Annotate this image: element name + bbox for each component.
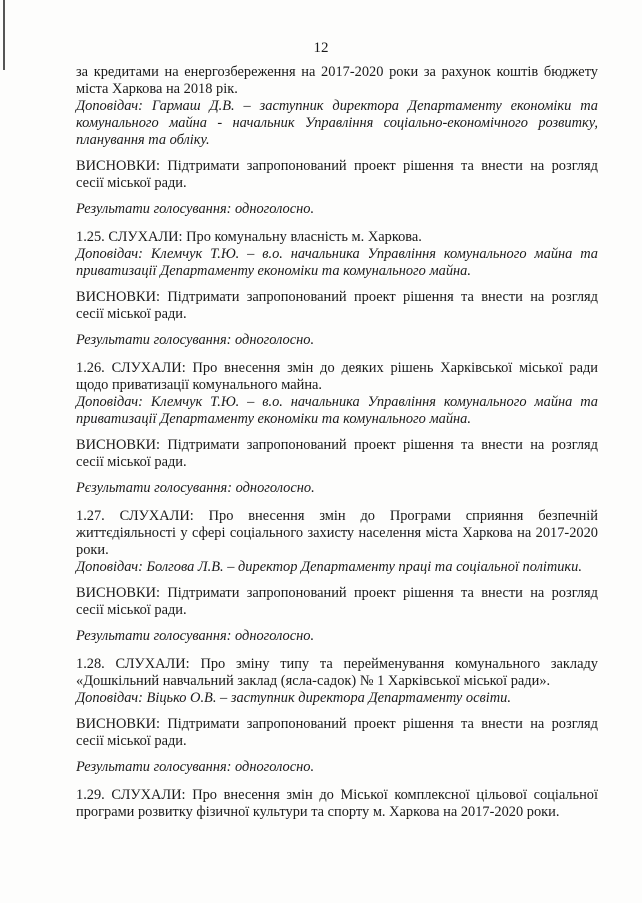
heard-label: СЛУХАЛИ: [115,656,190,672]
document-body [76,64,598,821]
item-1-26-speaker [76,394,598,428]
intro-text: за кредитами на енергозбереження на 2017-2020 роки за рахунок коштів бюджету міста Харкова на 2018 рік. [76,64,598,97]
conclusion-label: ВИСНОВКИ: [76,716,160,732]
speaker-text: Клемчук Т.Ю. – в.о. начальника Управління комунального майна та приватизації Департаменту економіки та комунального майна. [76,394,598,427]
speaker-label: Доповідач: [76,98,143,114]
conclusion-label: ВИСНОВКИ: [76,158,160,174]
conclusion-label: ВИСНОВКИ: [76,289,160,305]
heard-label: СЛУХАЛИ: [111,787,186,803]
intro-speaker [76,98,598,149]
conclusion-text: Підтримати запропонований проект рішення та внести на розгляд сесії міської ради. [76,585,598,618]
heard-text: Про комунальну власність м. Харкова. [186,229,422,245]
speaker-label: Доповідач: [76,559,143,575]
scan-edge-mark [3,0,5,70]
intro-vote: Результати голосування: одноголосно. [76,201,315,217]
speaker-text: Віцько О.В. – заступник директора Департаменту освіти. [146,690,511,706]
item-1-27-speaker [76,559,598,576]
item-1-25-heard [76,229,598,246]
conclusion-text: Підтримати запропонований проект рішення та внести на розгляд сесії міської ради. [76,437,598,470]
speaker-label: Доповідач: [76,394,143,410]
item-number: 1.25. [76,229,105,245]
item-1-27-heard [76,508,598,559]
heard-label: СЛУХАЛИ: [108,229,183,245]
item-1-26-vote: Рєзультати голосування: одноголосно. [76,480,315,496]
heard-label: СЛУХАЛИ: [111,360,186,376]
item-1-26-conclusion [76,437,598,471]
speaker-label: Доповідач: [76,690,143,706]
item-1-27-conclusion [76,585,598,619]
heard-text: Про внесення змін до деяких рішень Харківської міської ради щодо приватизації комунального майна. [76,360,598,393]
conclusion-label: ВИСНОВКИ: [76,437,160,453]
speaker-text: Гармаш Д.В. – заступник директора Департаменту економіки та комунального майна - начальник Управління соціально-економічного розвитку, планування та обліку. [76,98,598,148]
speaker-label: Доповідач: [76,246,143,262]
speaker-text: Клемчук Т.Ю. – в.о. начальника Управління комунального майна та приватизації Департаменту економіки та комунального майна. [76,246,598,279]
heard-text: Про внесення змін до Міської комплексної цільової соціальної програми розвитку фізичної культури та спорту м. Харкова на 2017-2020 роки. [76,787,598,820]
item-1-25-speaker [76,246,598,280]
item-1-28-vote: Результати голосування: одноголосно. [76,759,315,775]
heard-text: Про внесення змін до Програми сприяння безпечній життєдіяльності у сфері соціального захисту населення міста Харкова на 2017-2020 роки. [76,508,598,558]
heard-text: Про зміну типу та перейменування комунального закладу «Дошкільний навчальний заклад (ясла-садок) № 1 Харківської міської ради». [76,656,598,689]
item-1-27-vote: Результати голосування: одноголосно. [76,628,315,644]
item-number: 1.28. [76,656,105,672]
conclusion-text: Підтримати запропонований проект рішення та внести на розгляд сесії міської ради. [76,716,598,749]
item-number: 1.27. [76,508,105,524]
item-number: 1.26. [76,360,105,376]
item-1-25-vote: Результати голосування: одноголосно. [76,332,315,348]
item-1-28-heard [76,656,598,690]
page-number: 12 [313,40,329,56]
item-1-28-conclusion [76,716,598,750]
intro-conclusion [76,158,598,192]
conclusion-text: Підтримати запропонований проект рішення та внести на розгляд сесії міської ради. [76,158,598,191]
item-1-25-conclusion [76,289,598,323]
speaker-text: Болгова Л.В. – директор Департаменту праці та соціальної політики. [146,559,582,575]
item-number: 1.29. [76,787,105,803]
item-1-29-heard [76,787,598,821]
heard-label: СЛУХАЛИ: [119,508,194,524]
item-1-26-heard [76,360,598,394]
conclusion-label: ВИСНОВКИ: [76,585,160,601]
conclusion-text: Підтримати запропонований проект рішення та внести на розгляд сесії міської ради. [76,289,598,322]
item-1-28-speaker [76,690,598,707]
